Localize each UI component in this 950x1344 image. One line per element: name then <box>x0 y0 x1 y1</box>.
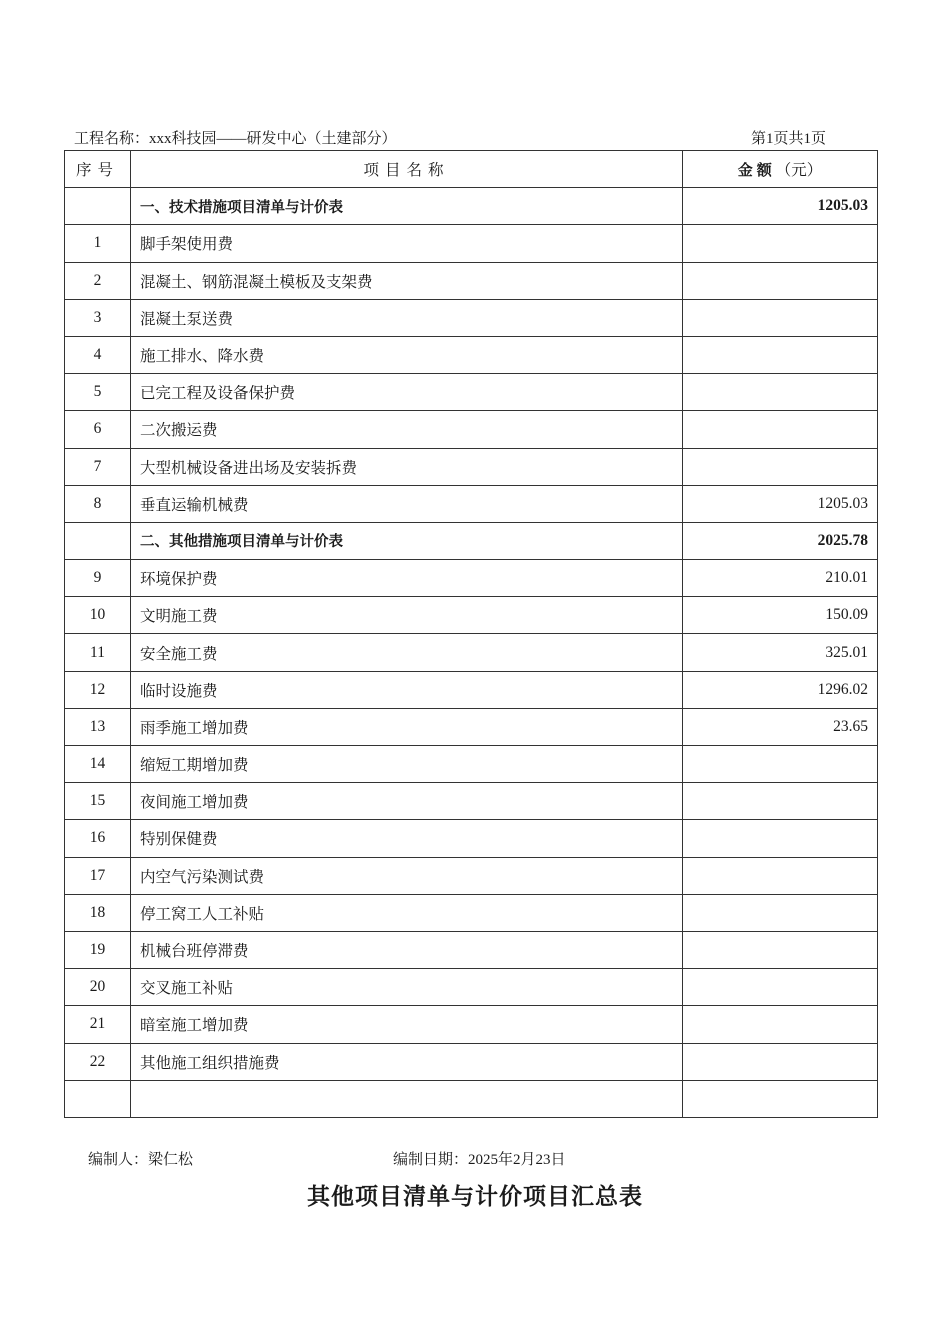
row-number: 13 <box>65 708 131 745</box>
table-row <box>65 485 878 522</box>
row-number: 7 <box>65 448 131 485</box>
item-name: 机械台班停滞费 <box>131 931 683 968</box>
preparer: 编制人：梁仁松 <box>88 1152 194 1168</box>
item-amount <box>683 820 878 857</box>
item-amount <box>683 225 878 262</box>
item-amount <box>683 746 878 783</box>
column-header-no: 序号 <box>65 151 131 188</box>
item-amount <box>683 1080 878 1117</box>
item-name: 垂直运输机械费 <box>131 485 683 522</box>
item-amount <box>683 374 878 411</box>
row-number: 2 <box>65 262 131 299</box>
item-amount <box>683 411 878 448</box>
row-number: 17 <box>65 857 131 894</box>
item-name: 暗室施工增加费 <box>131 1006 683 1043</box>
table-row <box>65 931 878 968</box>
column-header-name: 项目名称 <box>131 151 683 188</box>
row-number: 8 <box>65 485 131 522</box>
table-header-row <box>65 151 878 188</box>
item-amount <box>683 783 878 820</box>
section-title: 二、其他措施项目清单与计价表 <box>131 522 683 559</box>
item-name: 停工窝工人工补贴 <box>131 894 683 931</box>
row-number: 9 <box>65 560 131 597</box>
row-number: 22 <box>65 1043 131 1080</box>
row-number: 5 <box>65 374 131 411</box>
item-name: 缩短工期增加费 <box>131 746 683 783</box>
item-amount <box>683 857 878 894</box>
column-header-amount-label: 金额 <box>737 161 776 180</box>
table-row <box>65 448 878 485</box>
item-name: 混凝土泵送费 <box>131 299 683 336</box>
table-row <box>65 597 878 634</box>
project-name: 工程名称：xxx科技园——研发中心（土建部分） <box>74 131 397 147</box>
item-name: 其他施工组织措施费 <box>131 1043 683 1080</box>
document-title: 其他项目清单与计价项目汇总表 <box>307 1184 643 1210</box>
row-number <box>65 1080 131 1117</box>
item-name: 脚手架使用费 <box>131 225 683 262</box>
row-number <box>65 522 131 559</box>
item-name: 临时设施费 <box>131 671 683 708</box>
row-number: 3 <box>65 299 131 336</box>
item-amount <box>683 1043 878 1080</box>
section-row <box>65 522 878 559</box>
item-name <box>131 1080 683 1117</box>
item-amount <box>683 1006 878 1043</box>
item-name: 施工排水、降水费 <box>131 336 683 373</box>
row-number: 20 <box>65 969 131 1006</box>
item-name: 已完工程及设备保护费 <box>131 374 683 411</box>
table-row <box>65 374 878 411</box>
section-row <box>65 188 878 225</box>
row-number: 18 <box>65 894 131 931</box>
item-amount: 1296.02 <box>683 671 878 708</box>
item-amount <box>683 299 878 336</box>
item-name: 雨季施工增加费 <box>131 708 683 745</box>
item-amount <box>683 894 878 931</box>
table-row <box>65 225 878 262</box>
table-body <box>65 188 878 1118</box>
item-name: 文明施工费 <box>131 597 683 634</box>
item-amount: 23.65 <box>683 708 878 745</box>
table-row <box>65 894 878 931</box>
table-row <box>65 857 878 894</box>
row-number: 6 <box>65 411 131 448</box>
table-row <box>65 336 878 373</box>
table-row <box>65 1080 878 1117</box>
row-number: 1 <box>65 225 131 262</box>
item-name: 内空气污染测试费 <box>131 857 683 894</box>
section-title: 一、技术措施项目清单与计价表 <box>131 188 683 225</box>
item-amount: 1205.03 <box>683 485 878 522</box>
row-number: 4 <box>65 336 131 373</box>
section-amount: 1205.03 <box>683 188 878 225</box>
item-amount: 150.09 <box>683 597 878 634</box>
row-number: 21 <box>65 1006 131 1043</box>
table-row <box>65 708 878 745</box>
table-row <box>65 746 878 783</box>
table-row <box>65 783 878 820</box>
table-row <box>65 969 878 1006</box>
item-amount <box>683 336 878 373</box>
item-amount <box>683 262 878 299</box>
item-name: 环境保护费 <box>131 560 683 597</box>
item-name: 交叉施工补贴 <box>131 969 683 1006</box>
table-row <box>65 1043 878 1080</box>
row-number: 19 <box>65 931 131 968</box>
item-name: 安全施工费 <box>131 634 683 671</box>
document-header <box>74 127 826 147</box>
row-number: 16 <box>65 820 131 857</box>
table-row <box>65 634 878 671</box>
item-name: 特别保健费 <box>131 820 683 857</box>
table-row <box>65 1006 878 1043</box>
item-amount: 210.01 <box>683 560 878 597</box>
item-amount <box>683 448 878 485</box>
column-header-amount-unit: （元） <box>775 162 823 180</box>
item-name: 混凝土、钢筋混凝土模板及支架费 <box>131 262 683 299</box>
table-row <box>65 820 878 857</box>
table-row <box>65 411 878 448</box>
measures-cost-table <box>64 150 878 1118</box>
table-row <box>65 262 878 299</box>
row-number: 15 <box>65 783 131 820</box>
item-amount <box>683 931 878 968</box>
row-number <box>65 188 131 225</box>
item-name: 大型机械设备进出场及安装拆费 <box>131 448 683 485</box>
item-amount <box>683 969 878 1006</box>
item-name: 二次搬运费 <box>131 411 683 448</box>
row-number: 14 <box>65 746 131 783</box>
row-number: 11 <box>65 634 131 671</box>
page-indicator: 第1页共1页 <box>750 131 826 147</box>
row-number: 10 <box>65 597 131 634</box>
item-name: 夜间施工增加费 <box>131 783 683 820</box>
preparation-date: 编制日期：2025年2月23日 <box>393 1152 566 1168</box>
section-amount: 2025.78 <box>683 522 878 559</box>
item-amount: 325.01 <box>683 634 878 671</box>
column-header-amount <box>683 151 878 188</box>
row-number: 12 <box>65 671 131 708</box>
table-row <box>65 671 878 708</box>
table-row <box>65 560 878 597</box>
table-row <box>65 299 878 336</box>
document-footer <box>88 1148 788 1168</box>
